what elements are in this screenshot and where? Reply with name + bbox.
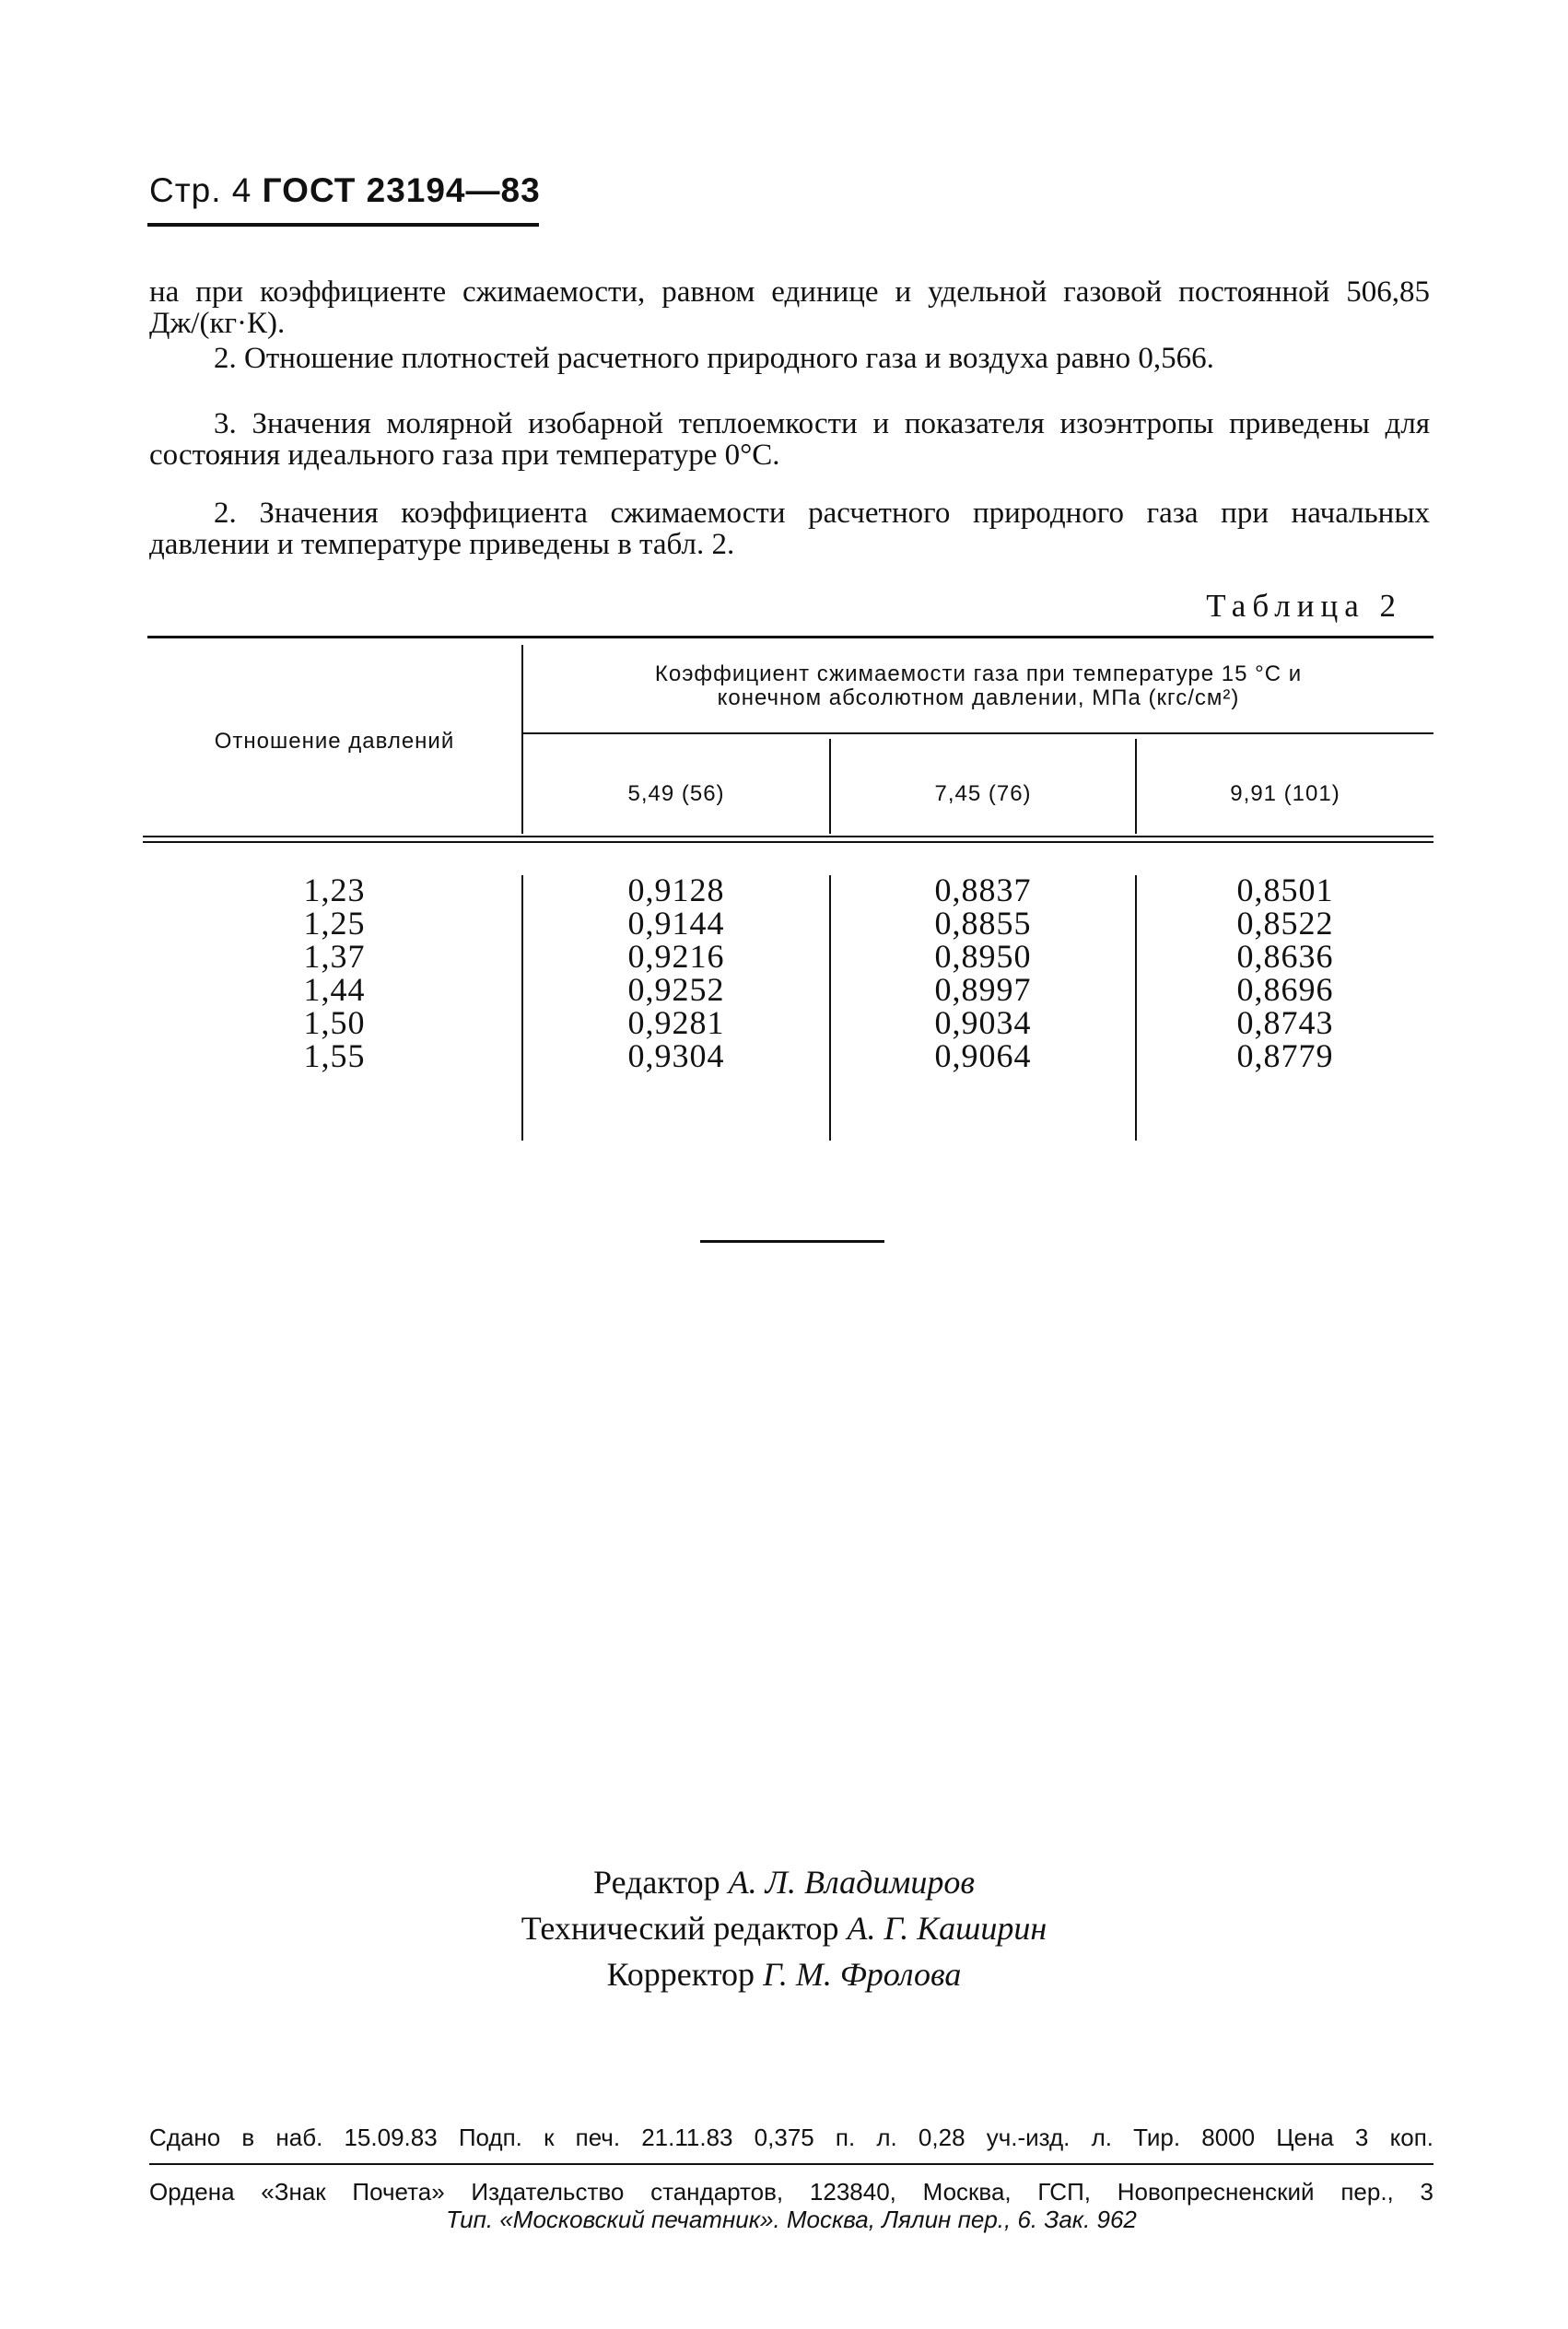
page-header — [149, 171, 541, 210]
paragraph-4: 2. Значения коэффициента сжимаемости расчетного природного газа при начальных давлении и температуре приведены в табл. 2. — [149, 497, 1430, 561]
table-cell: 1,44 — [303, 971, 366, 1008]
table-cell: 0,9034 — [934, 1004, 1032, 1041]
value-column-1 — [523, 873, 829, 1072]
imprint-line-1: Сдано в наб. 15.09.83 Подп. к печ. 21.11.83 0,375 п. л. 0,28 уч.-изд. л. Тир. 8000 Цена 3 коп. — [149, 2124, 1433, 2151]
header-group — [523, 662, 1433, 710]
paragraph-3: 3. Значения молярной изобарной теплоемкости и показателя изоэнтропы приведены для состояния идеального газа при температуре 0°С. — [149, 407, 1430, 472]
value-column-2 — [831, 873, 1135, 1072]
header-bottom-rule-1 — [143, 836, 1433, 837]
table-cell: 0,8837 — [934, 872, 1032, 908]
page-label: Стр. 4 — [149, 171, 252, 209]
header-ratio: Отношение давлений — [214, 729, 455, 754]
doc-code: ГОСТ 23194—83 — [262, 171, 541, 209]
header-rule — [147, 223, 539, 227]
tech-editor-line — [0, 1905, 1568, 1951]
table-top-rule — [147, 636, 1433, 638]
table-cell: 0,8997 — [934, 971, 1032, 1008]
table-cell: 1,55 — [303, 1037, 366, 1074]
table-cell: 0,9281 — [627, 1004, 725, 1041]
header-pressure-1: 5,49 (56) — [627, 781, 725, 806]
table-cell: 0,9144 — [627, 905, 725, 942]
editor-name: А. Л. Владимиров — [728, 1864, 975, 1901]
table-cell: 0,9064 — [934, 1037, 1032, 1074]
ratio-column — [147, 873, 521, 1072]
table-title: Таблица 2 — [1206, 588, 1402, 624]
editors-block — [0, 1859, 1568, 1997]
paragraph-2: 2. Отношение плотностей расчетного природного газа и воздуха равно 0,566. — [214, 342, 1214, 375]
imprint-line-2: Ордена «Знак Почета» Издательство стандартов, 123840, Москва, ГСП, Новопресненский пер., 3 — [149, 2178, 1433, 2206]
imprint-line-3: Тип. «Московский печатник». Москва, Лялин пер., 6. Зак. 962 — [446, 2206, 1137, 2233]
header-group-line-2: конечном абсолютном давлении, МПа (кгс/см²) — [717, 685, 1240, 710]
value-column-3 — [1137, 873, 1433, 1072]
table-cell: 0,9304 — [627, 1037, 725, 1074]
paragraph-1: на при коэффициенте сжимаемости, равном единице и удельной газовой постоянной 506,85 Дж/(кг·К). — [149, 275, 1430, 340]
table-cell: 1,25 — [303, 905, 366, 942]
table-cell: 0,8743 — [1236, 1004, 1334, 1041]
section-separator — [700, 1240, 884, 1243]
header-pressure-2: 7,45 (76) — [934, 781, 1032, 806]
table-cell: 1,37 — [303, 938, 366, 975]
table-cell: 0,8779 — [1236, 1037, 1334, 1074]
table-cell: 0,8501 — [1236, 872, 1334, 908]
header-group-line-1: Коэффициент сжимаемости газа при температуре 15 °С и — [654, 661, 1303, 686]
table-cell: 0,8950 — [934, 938, 1032, 975]
imprint-rule — [149, 2163, 1433, 2165]
corrector-role: Корректор — [606, 1956, 755, 1993]
header-bottom-rule-2 — [143, 841, 1433, 843]
editor-role: Редактор — [593, 1864, 720, 1901]
table-cell: 1,23 — [303, 872, 366, 908]
corrector-line — [0, 1951, 1568, 1997]
header-pressure-3: 9,91 (101) — [1230, 781, 1340, 806]
corrector-name: Г. М. Фролова — [763, 1956, 962, 1993]
table-cell: 0,8696 — [1236, 971, 1334, 1008]
tech-editor-role: Технический редактор — [521, 1910, 839, 1947]
table-cell: 0,8522 — [1236, 905, 1334, 942]
editor-line — [0, 1859, 1568, 1905]
table-cell: 1,50 — [303, 1004, 366, 1041]
table-cell: 0,9252 — [627, 971, 725, 1008]
table-cell: 0,8636 — [1236, 938, 1334, 975]
group-header-rule — [523, 732, 1433, 734]
table-cell: 0,9128 — [627, 872, 725, 908]
tech-editor-name: А. Г. Каширин — [847, 1910, 1047, 1947]
table-cell: 0,9216 — [627, 938, 725, 975]
table-cell: 0,8855 — [934, 905, 1032, 942]
